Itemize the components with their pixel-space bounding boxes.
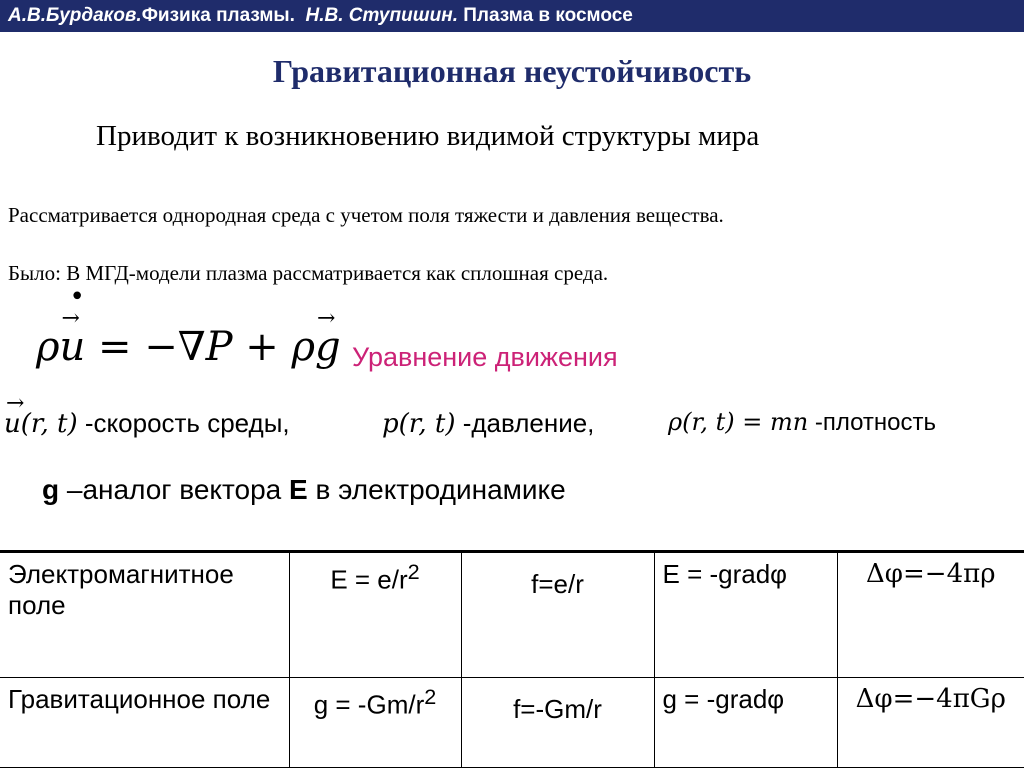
motion-equation xyxy=(36,324,341,370)
header-title-2: Плазма в космосе xyxy=(463,5,633,26)
formula-exponent: 2 xyxy=(424,684,437,710)
def-rho-expr: ρ(r, t) = mn xyxy=(668,408,809,436)
table-cell-field-name: Электромагнитное поле xyxy=(0,552,289,678)
header-text xyxy=(8,5,633,27)
table-cell-gradient: E = -gradφ xyxy=(654,552,837,678)
def-rho-text: -плотность xyxy=(808,409,936,436)
table-cell-force: f=e/r xyxy=(461,552,654,678)
table-cell-gradient: g = -gradφ xyxy=(654,678,837,768)
eq-rho: ρ xyxy=(36,324,60,370)
def-p-expr: p(r, t) xyxy=(382,409,456,439)
e-symbol: E xyxy=(289,474,308,505)
g-symbol: g xyxy=(42,474,60,505)
definition-density xyxy=(668,408,936,437)
formula-text: g = -Gm/r xyxy=(313,689,425,720)
table-cell-force: f=-Gm/r xyxy=(461,678,654,768)
header-author-1: А.В.Бурдаков. xyxy=(8,5,142,26)
page-title: Гравитационная неустойчивость xyxy=(272,53,752,89)
header-title-1: Физика плазмы. xyxy=(141,5,295,26)
g-analogy-line xyxy=(42,474,566,506)
page-subtitle: Приводит к возникновению видимой структуры мира xyxy=(96,120,760,152)
def-p-text: -давление, xyxy=(455,408,595,438)
def-u-text: -скорость среды, xyxy=(77,408,290,438)
eq-g-vector: → g xyxy=(315,324,341,370)
equation-label: Уравнение движения xyxy=(352,342,618,372)
header-author-2: Н.В. Ступишин. xyxy=(305,5,458,26)
table-row xyxy=(0,678,1024,768)
g-mid-text: –аналог вектора xyxy=(59,474,289,505)
comparison-table xyxy=(0,550,1024,768)
def-u-args: (r, t) xyxy=(20,409,78,439)
table-cell-field-formula xyxy=(289,678,461,768)
intro-line-1: Рассматривается однородная среда с учетом поля тяжести и давления вещества. xyxy=(8,203,724,227)
formula-exponent: 2 xyxy=(407,559,420,584)
definition-velocity xyxy=(4,408,290,439)
def-u-symbol: → u xyxy=(4,409,21,439)
table-row xyxy=(0,552,1024,678)
table-cell-poisson: Δφ=−4πρ xyxy=(837,552,1024,678)
formula-text: E = e/r xyxy=(330,564,408,595)
table-cell-field-name: Гравитационное поле xyxy=(0,678,289,768)
eq-u-dot-vector: → u • xyxy=(60,324,86,370)
definition-pressure xyxy=(382,408,594,439)
g-rest-text: в электродинамике xyxy=(307,474,566,505)
intro-line-2: Было: В МГД-модели плазма рассматривается как сплошная среда. xyxy=(8,261,609,285)
table-cell-field-formula xyxy=(289,552,461,678)
header-bar xyxy=(0,0,1024,32)
table-cell-poisson: Δφ=−4πGρ xyxy=(837,678,1024,768)
eq-mid: = −∇P + ρ xyxy=(85,324,316,370)
